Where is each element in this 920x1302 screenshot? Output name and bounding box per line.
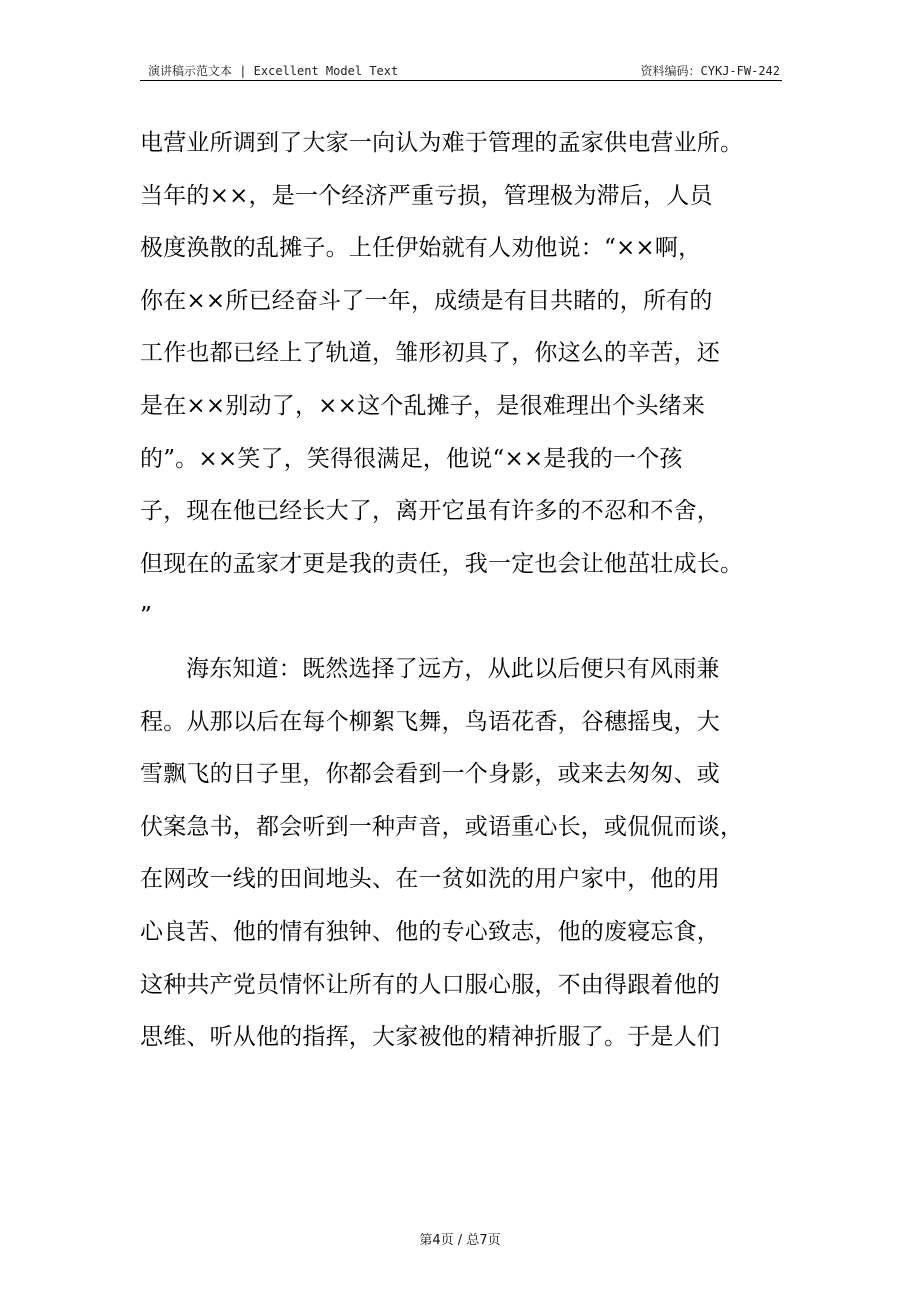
document-code: 资料编码：CYKJ-FW-242 [640,64,780,78]
text-line: 伏案急书，都会听到一种声音，或语重心长，或侃侃而谈， [140,813,744,840]
text-line: 电营业所调到了大家一向认为难于管理的孟家供电营业所。 [140,130,744,156]
text-line: 雪飘飞的日子里，你都会看到一个身影，或来去匆匆、或 [140,761,720,788]
text-line: 程。从那以后在每个柳絮飞舞，鸟语花香，谷穗摇曳，大 [140,708,720,735]
text-line: 这种共产党员情怀让所有的人口服心服，不由得跟着他的 [140,971,720,998]
page-header [140,60,782,81]
text-line: 当年的××，是一个经济严重亏损，管理极为滞后，人员 [140,182,713,209]
header-title: 演讲稿示范文本 | Excellent Model Text [148,64,399,78]
text-line: 思维、听从他的指挥，大家被他的精神折服了。于是人们 [140,1024,720,1051]
document-body [140,117,800,1064]
paragraph-start-line: 海东知道：既然选择了远方，从此以后便只有风雨兼 [186,655,720,682]
text-line: 工作也都已经上了轨道，雏形初具了，你这么的辛苦，还 [140,340,720,367]
text-line: 的”。××笑了，笑得很满足，他说“××是我的一个孩 [140,445,683,472]
page-number: 第4页 / 总7页 [419,1233,501,1248]
text-line: 极度涣散的乱摊子。上任伊始就有人劝他说：“××啊， [140,235,702,262]
text-line: 在网改一线的田间地头、在一贫如洗的用户家中，他的用 [140,866,720,893]
text-line: ” [140,603,152,630]
text-line: 子，现在他已经长大了，离开它虽有许多的不忍和不舍， [140,498,720,525]
text-line: 是在××别动了，××这个乱摊子，是很难理出个头绪来 [140,392,706,419]
text-line: 你在××所已经奋斗了一年，成绩是有目共睹的，所有的 [140,287,713,314]
text-line: 心良苦、他的情有独钟、他的专心致志，他的废寝忘食， [140,918,720,945]
text-line: 但现在的孟家才更是我的责任，我一定也会让他茁壮成长。 [140,550,744,577]
